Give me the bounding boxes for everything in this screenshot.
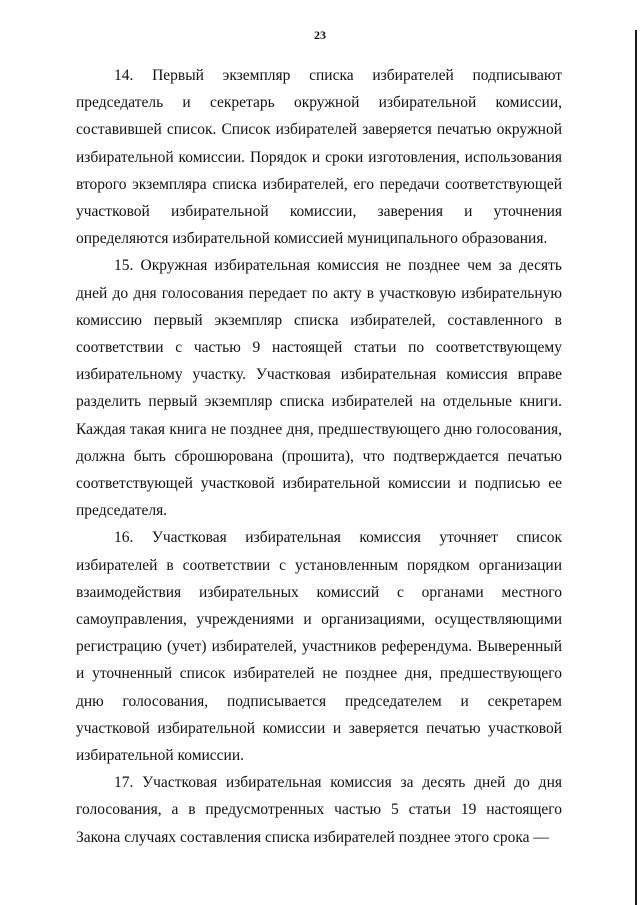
- scan-edge-line: [635, 30, 637, 905]
- paragraph-16: 16. Участковая избирательная комиссия уточняет список избирателей в соответствии с установленным порядком организации взаимодействия избирательных комиссий с органами местного самоуправления, учреждениями и организациями, осуществляющими регистрацию (учет) избирателей, участников референдума. Выверенный и уточненный список избирателей не позднее дня, предшествующего дню голосования, подписывается председателем и секретарем участковой избирательной комиссии и заверяется печатью участковой избирательной комиссии.: [76, 529, 562, 765]
- paragraph-14: 14. Первый экземпляр списка избирателей подписывают председатель и секретарь окружной избирательной комиссии, составившей список. Список избирателей заверяется печатью окружной избирательной комиссии. Порядок и сроки изготовления, использования второго экземпляра списка избирателей, его передачи соответствующей участковой избирательной комиссии, заверения и уточнения определяются избирательной комиссией муниципального образования.: [76, 67, 562, 248]
- paragraph-15: 15. Окружная избирательная комиссия не позднее чем за десять дней до дня голосования передает по акту в участковую избирательную комиссию первый экземпляр списка избирателей, составленного в соответствии с частью 9 настоящей статьи по соответствующему избирательному участку. Участковая избирательная комиссия вправе разделить первый экземпляр списка избирателей на отдельные книги. Каждая такая книга не позднее дня, предшествующего дню голосования, должна быть сброшюрована (прошита), что подтверждается печатью соответствующей участковой избирательной комиссии и подписью ее председателя.: [76, 257, 562, 520]
- page-number: 23: [314, 28, 326, 42]
- paragraph-17: 17. Участковая избирательная комиссия за десять дней до дня голосования, а в предусмотренных частью 5 статьи 19 настоящего Закона случаях составления списка избирателей позднее этого срока —: [76, 774, 562, 846]
- document-body: [76, 62, 562, 851]
